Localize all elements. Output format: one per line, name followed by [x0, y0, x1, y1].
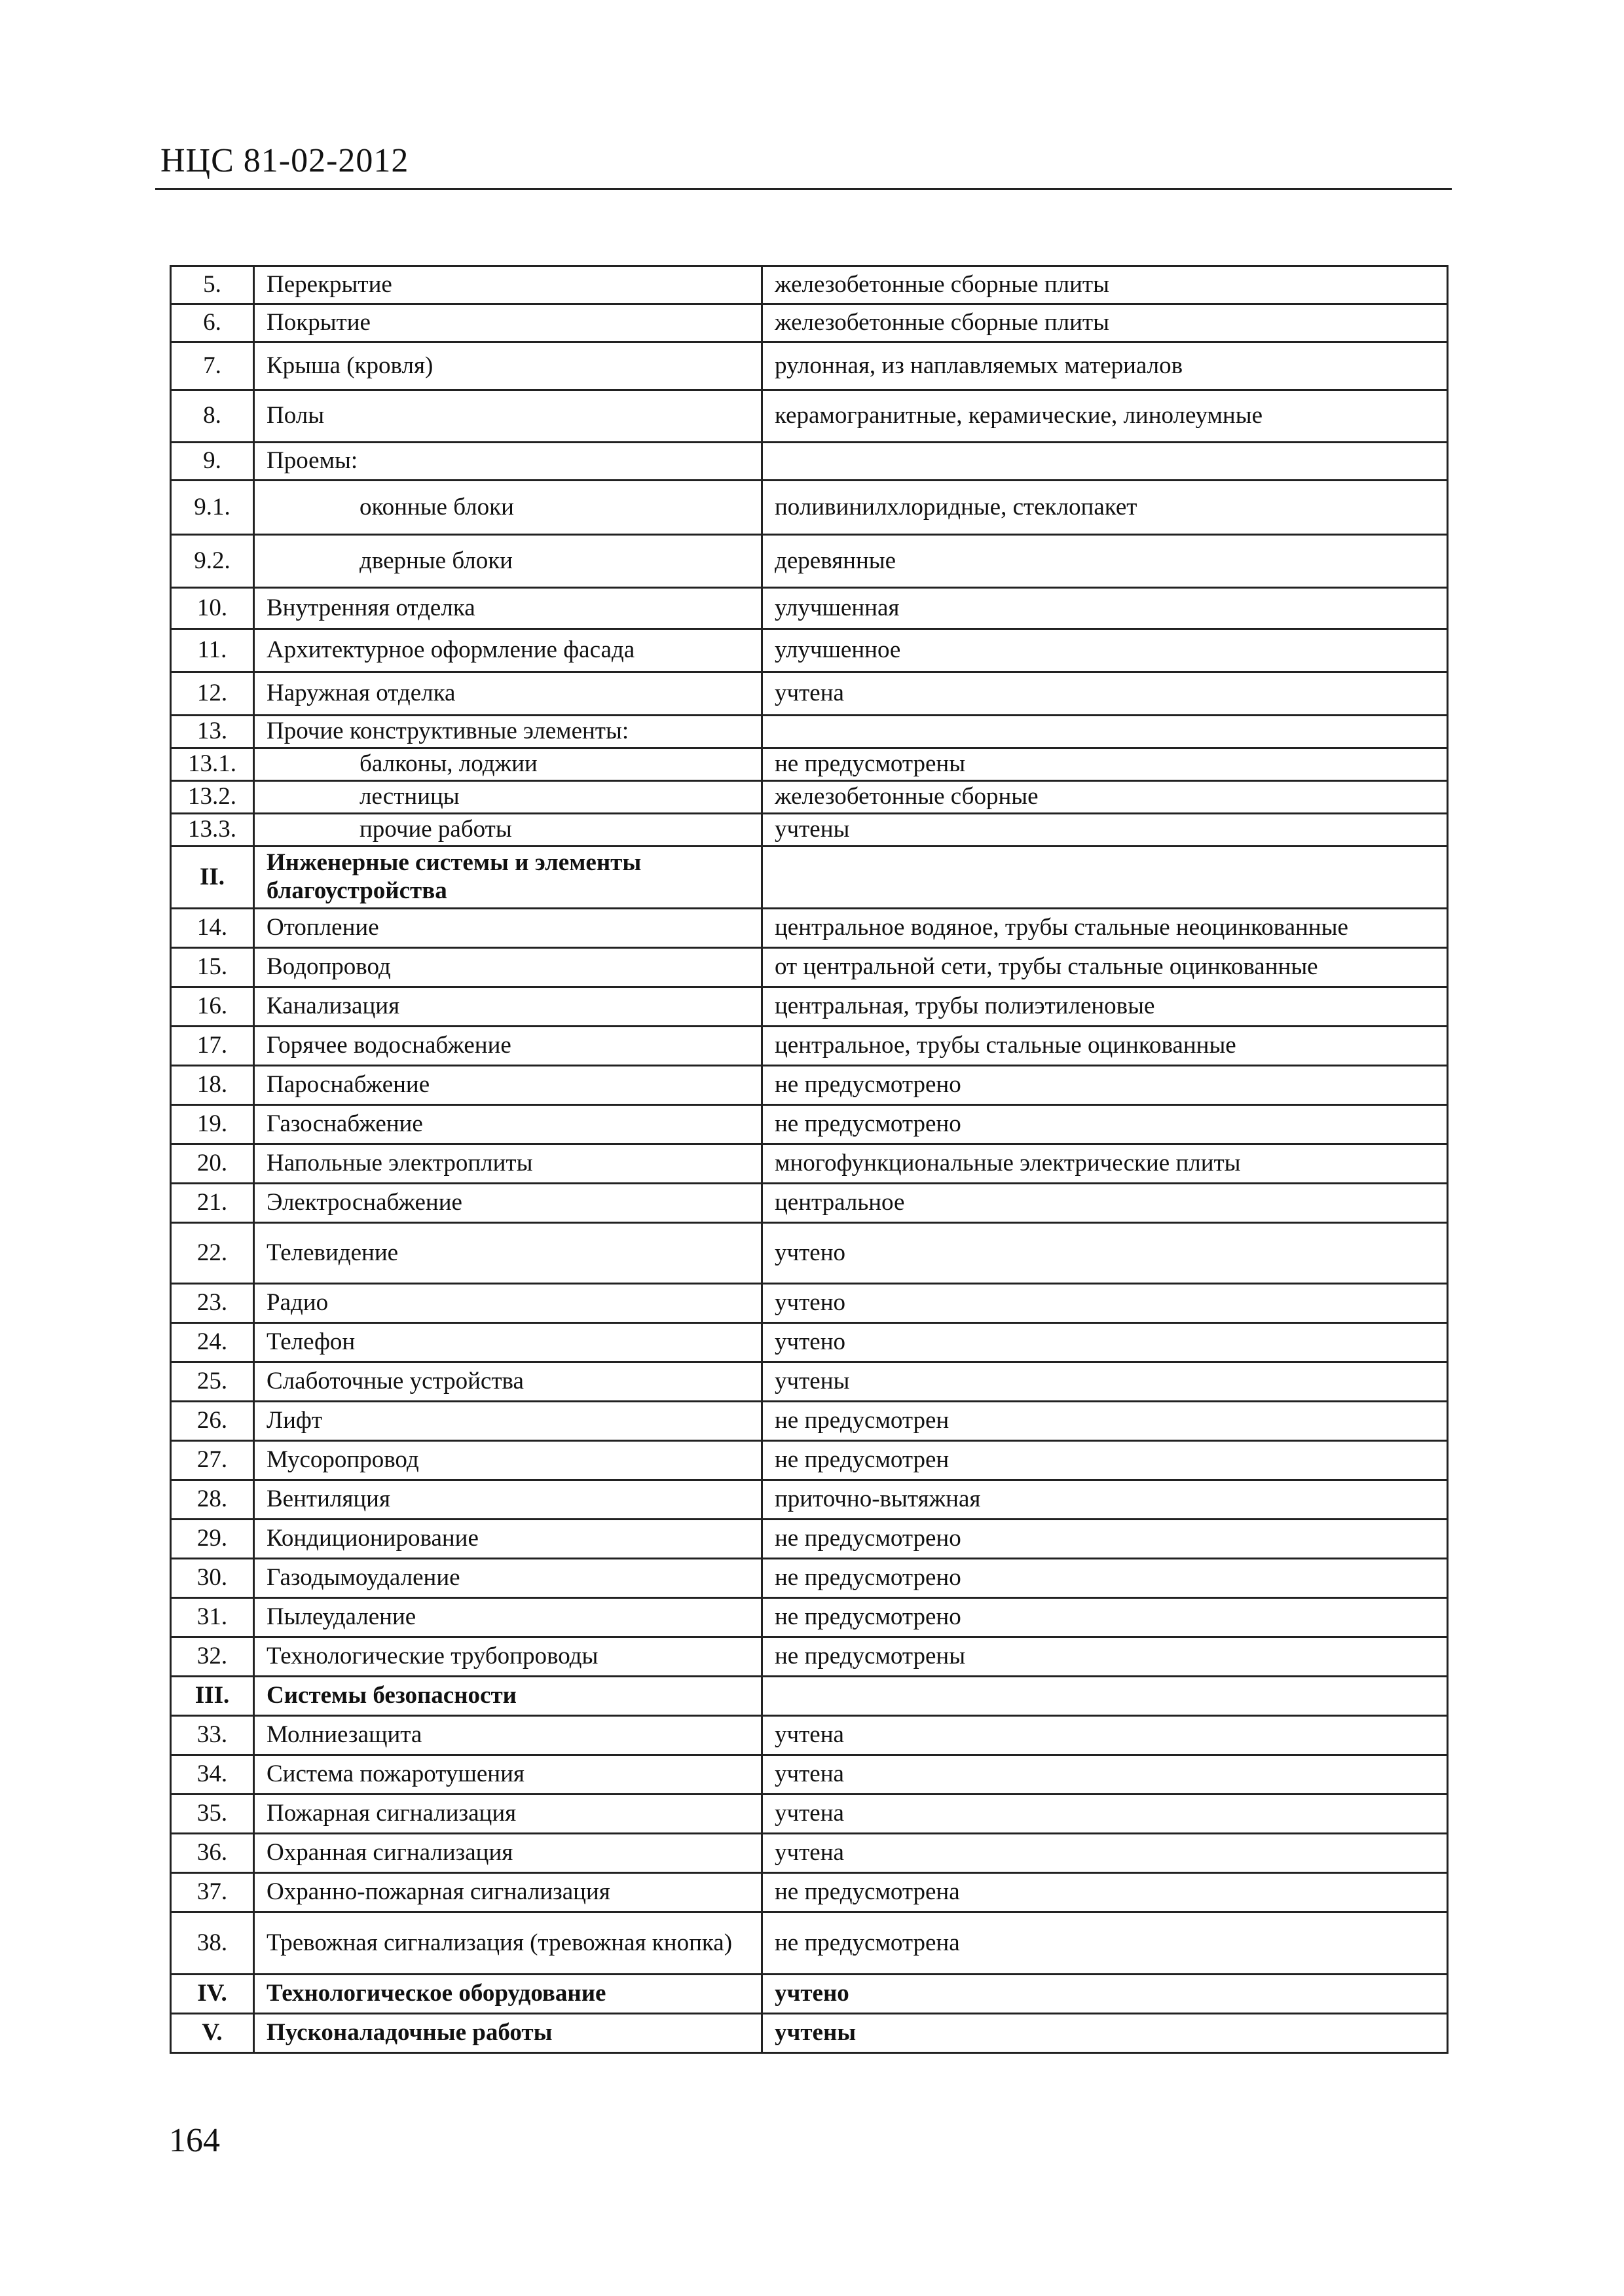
row-number: 20.: [171, 1144, 254, 1184]
row-name: Пусконаладочные работы: [254, 2014, 762, 2053]
document-code: НЦС 81-02-2012: [160, 142, 409, 179]
row-number: 31.: [171, 1598, 254, 1637]
row-number: 11.: [171, 629, 254, 672]
row-name: Лифт: [254, 1402, 762, 1441]
row-name: Слаботочные устройства: [254, 1362, 762, 1402]
row-number: 13.3.: [171, 814, 254, 847]
table-row: [171, 1520, 1448, 1559]
row-value: железобетонные сборные плиты: [762, 304, 1448, 342]
row-name: Наружная отделка: [254, 672, 762, 716]
row-value: [762, 847, 1448, 909]
row-value: не предусмотрены: [762, 1637, 1448, 1677]
row-value: улучшенное: [762, 629, 1448, 672]
row-name: Газоснабжение: [254, 1105, 762, 1144]
row-name: Системы безопасности: [254, 1677, 762, 1716]
table-row: [171, 1284, 1448, 1323]
row-value: железобетонные сборные плиты: [762, 266, 1448, 304]
row-number: 13.1.: [171, 748, 254, 781]
row-number: 35.: [171, 1795, 254, 1834]
row-name: дверные блоки: [254, 535, 762, 588]
row-number: 6.: [171, 304, 254, 342]
row-number: 9.1.: [171, 481, 254, 535]
row-value: не предусмотрено: [762, 1559, 1448, 1598]
row-name: Охранно-пожарная сигнализация: [254, 1873, 762, 1912]
row-name: Покрытие: [254, 304, 762, 342]
table-row: [171, 1912, 1448, 1975]
row-name: Архитектурное оформление фасада: [254, 629, 762, 672]
table-row: [171, 1184, 1448, 1223]
table-row: [171, 1223, 1448, 1284]
row-number: 33.: [171, 1716, 254, 1755]
row-name: балконы, лоджии: [254, 748, 762, 781]
row-number: 36.: [171, 1834, 254, 1873]
page-number: 164: [169, 2122, 220, 2159]
row-number: 29.: [171, 1520, 254, 1559]
row-name: Система пожаротушения: [254, 1755, 762, 1795]
row-value: [762, 443, 1448, 481]
row-number: 21.: [171, 1184, 254, 1223]
table-row: [171, 1598, 1448, 1637]
row-value: рулонная, из наплавляемых материалов: [762, 342, 1448, 390]
row-number: 34.: [171, 1755, 254, 1795]
row-name: Электроснабжение: [254, 1184, 762, 1223]
row-value: не предусмотрено: [762, 1105, 1448, 1144]
table-row: [171, 814, 1448, 847]
row-name: Отопление: [254, 909, 762, 948]
row-name: Технологические трубопроводы: [254, 1637, 762, 1677]
row-name: оконные блоки: [254, 481, 762, 535]
row-number: 28.: [171, 1480, 254, 1520]
table-row: [171, 1066, 1448, 1105]
row-name: Инженерные системы и элементы благоустройства: [254, 847, 762, 909]
row-number: 16.: [171, 987, 254, 1027]
row-number: 30.: [171, 1559, 254, 1598]
row-name: Перекрытие: [254, 266, 762, 304]
table-row: [171, 1975, 1448, 2014]
row-value: центральное водяное, трубы стальные неоцинкованные: [762, 909, 1448, 948]
row-number: 32.: [171, 1637, 254, 1677]
row-name: Кондиционирование: [254, 1520, 762, 1559]
row-name: Мусоропровод: [254, 1441, 762, 1480]
row-name: Радио: [254, 1284, 762, 1323]
table-row: [171, 1144, 1448, 1184]
row-value: многофункциональные электрические плиты: [762, 1144, 1448, 1184]
characteristics-table: [170, 265, 1449, 2054]
row-number: 37.: [171, 1873, 254, 1912]
table-row: [171, 266, 1448, 304]
table-row: [171, 1027, 1448, 1066]
row-value: поливинилхлоридные, стеклопакет: [762, 481, 1448, 535]
table-row: [171, 748, 1448, 781]
row-name: Охранная сигнализация: [254, 1834, 762, 1873]
table-row: [171, 443, 1448, 481]
row-name: Газодымоудаление: [254, 1559, 762, 1598]
row-value: не предусмотрено: [762, 1520, 1448, 1559]
row-value: учтена: [762, 1834, 1448, 1873]
table-row: [171, 1637, 1448, 1677]
row-value: учтено: [762, 1284, 1448, 1323]
row-name: Водопровод: [254, 948, 762, 987]
row-number: 10.: [171, 588, 254, 629]
row-number: V.: [171, 2014, 254, 2053]
row-value: учтена: [762, 1755, 1448, 1795]
row-value: деревянные: [762, 535, 1448, 588]
row-name: Технологическое оборудование: [254, 1975, 762, 2014]
table-row: [171, 1402, 1448, 1441]
row-name: Канализация: [254, 987, 762, 1027]
table-row: [171, 909, 1448, 948]
table-row: [171, 2014, 1448, 2053]
row-value: железобетонные сборные: [762, 781, 1448, 814]
row-value: улучшенная: [762, 588, 1448, 629]
row-name: прочие работы: [254, 814, 762, 847]
table-row: [171, 304, 1448, 342]
row-number: 22.: [171, 1223, 254, 1284]
row-name: Молниезащита: [254, 1716, 762, 1755]
table-row: [171, 1441, 1448, 1480]
row-number: 13.2.: [171, 781, 254, 814]
row-number: 38.: [171, 1912, 254, 1975]
row-name: Проемы:: [254, 443, 762, 481]
table-row: [171, 1677, 1448, 1716]
row-number: IV.: [171, 1975, 254, 2014]
table-row: [171, 1559, 1448, 1598]
table-row: [171, 1873, 1448, 1912]
row-value: не предусмотрено: [762, 1598, 1448, 1637]
table-row: [171, 535, 1448, 588]
table-row: [171, 987, 1448, 1027]
table-row: [171, 948, 1448, 987]
table-row: [171, 1716, 1448, 1755]
table-row: [171, 847, 1448, 909]
row-value: [762, 716, 1448, 748]
row-value: центральное, трубы стальные оцинкованные: [762, 1027, 1448, 1066]
row-name: Тревожная сигнализация (тревожная кнопка): [254, 1912, 762, 1975]
table-row: [171, 629, 1448, 672]
row-number: 19.: [171, 1105, 254, 1144]
row-number: 17.: [171, 1027, 254, 1066]
row-value: от центральной сети, трубы стальные оцинкованные: [762, 948, 1448, 987]
row-number: 13.: [171, 716, 254, 748]
row-value: учтено: [762, 1323, 1448, 1362]
table-row: [171, 390, 1448, 443]
row-value: учтена: [762, 1795, 1448, 1834]
row-number: 9.2.: [171, 535, 254, 588]
row-number: 7.: [171, 342, 254, 390]
table-row: [171, 716, 1448, 748]
row-value: учтена: [762, 1716, 1448, 1755]
table-row: [171, 672, 1448, 716]
table-row: [171, 1323, 1448, 1362]
row-name: Пылеудаление: [254, 1598, 762, 1637]
row-value: не предусмотрены: [762, 748, 1448, 781]
table-row: [171, 781, 1448, 814]
row-name: Крыша (кровля): [254, 342, 762, 390]
row-name: Полы: [254, 390, 762, 443]
row-name: Внутренняя отделка: [254, 588, 762, 629]
row-value: не предусмотрен: [762, 1441, 1448, 1480]
row-value: учтены: [762, 1362, 1448, 1402]
row-number: 9.: [171, 443, 254, 481]
row-name: Горячее водоснабжение: [254, 1027, 762, 1066]
row-number: 5.: [171, 266, 254, 304]
row-value: учтены: [762, 814, 1448, 847]
row-value: [762, 1677, 1448, 1716]
row-name: Прочие конструктивные элементы:: [254, 716, 762, 748]
row-number: 8.: [171, 390, 254, 443]
row-number: 15.: [171, 948, 254, 987]
row-number: 18.: [171, 1066, 254, 1105]
table-row: [171, 1480, 1448, 1520]
row-number: 23.: [171, 1284, 254, 1323]
row-name: Пароснабжение: [254, 1066, 762, 1105]
row-number: III.: [171, 1677, 254, 1716]
row-name: Телефон: [254, 1323, 762, 1362]
row-value: не предусмотрено: [762, 1066, 1448, 1105]
row-number: 25.: [171, 1362, 254, 1402]
table-body: [171, 266, 1448, 2053]
table-row: [171, 342, 1448, 390]
row-value: не предусмотрен: [762, 1402, 1448, 1441]
row-name: Вентиляция: [254, 1480, 762, 1520]
row-value: не предусмотрена: [762, 1912, 1448, 1975]
row-value: учтены: [762, 2014, 1448, 2053]
row-number: 24.: [171, 1323, 254, 1362]
row-number: 12.: [171, 672, 254, 716]
row-name: лестницы: [254, 781, 762, 814]
table-row: [171, 1795, 1448, 1834]
row-value: центральное: [762, 1184, 1448, 1223]
row-number: 27.: [171, 1441, 254, 1480]
row-name: Телевидение: [254, 1223, 762, 1284]
row-value: учтено: [762, 1223, 1448, 1284]
row-number: II.: [171, 847, 254, 909]
row-value: учтена: [762, 672, 1448, 716]
table-row: [171, 1834, 1448, 1873]
row-value: приточно-вытяжная: [762, 1480, 1448, 1520]
row-name: Пожарная сигнализация: [254, 1795, 762, 1834]
page-header: [155, 141, 1452, 190]
row-value: керамогранитные, керамические, линолеумные: [762, 390, 1448, 443]
table-row: [171, 481, 1448, 535]
row-number: 14.: [171, 909, 254, 948]
table-row: [171, 1105, 1448, 1144]
characteristics-table-container: [170, 265, 1447, 2054]
table-row: [171, 1362, 1448, 1402]
table-row: [171, 1755, 1448, 1795]
table-row: [171, 588, 1448, 629]
row-value: учтено: [762, 1975, 1448, 2014]
row-name: Напольные электроплиты: [254, 1144, 762, 1184]
row-value: центральная, трубы полиэтиленовые: [762, 987, 1448, 1027]
row-value: не предусмотрена: [762, 1873, 1448, 1912]
row-number: 26.: [171, 1402, 254, 1441]
